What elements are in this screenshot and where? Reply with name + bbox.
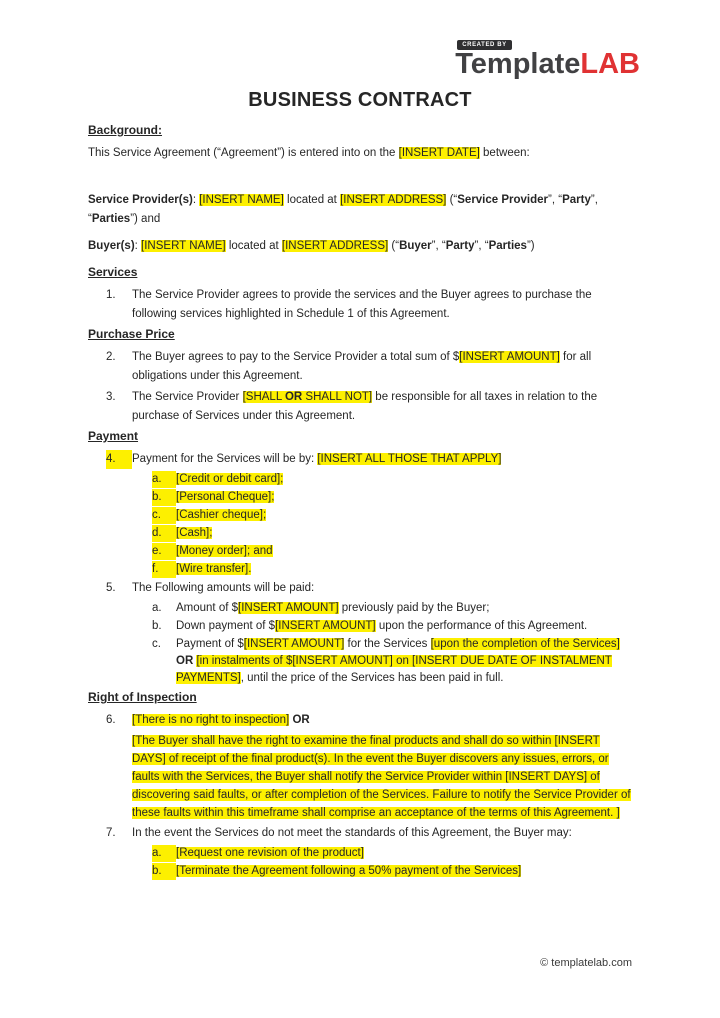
text-segment: ”, “ [88, 194, 598, 225]
text-segment: Down payment of $ [176, 620, 276, 632]
paragraph [88, 144, 632, 163]
list-item [88, 824, 632, 843]
list-item [88, 286, 632, 324]
document-area [88, 88, 632, 881]
highlighted-text: [Cash]; [176, 527, 213, 539]
highlighted-text: [Wire transfer]. [176, 563, 252, 575]
list-item-continuation [132, 732, 632, 822]
sub-item-letter: b. [152, 863, 176, 880]
item-text [176, 618, 632, 635]
text-segment: Service Provider(s) [88, 194, 193, 206]
text-segment: Party [562, 194, 591, 206]
list-item [88, 388, 632, 426]
text-segment: ”, “ [474, 240, 489, 252]
highlighted-text: [Cashier cheque]; [176, 509, 267, 521]
item-number: 1. [106, 289, 116, 301]
text-segment: Parties [488, 240, 527, 252]
text-segment: ”, “ [431, 240, 446, 252]
section-heading: Right of Inspection [88, 690, 197, 704]
text-segment: OR [292, 714, 310, 726]
highlighted-text: [INSERT AMOUNT] [459, 351, 560, 363]
text-segment: previously paid by the Buyer; [338, 602, 490, 614]
text-segment: for all obligations under this Agreement. [132, 351, 592, 382]
paragraph [88, 191, 632, 229]
section-heading: Services [88, 265, 138, 279]
text-segment: (“ [388, 240, 400, 252]
highlighted-text: OR [284, 391, 303, 403]
item-text [176, 863, 632, 880]
item-number: 3. [106, 391, 116, 403]
highlighted-text: [INSERT AMOUNT] [238, 602, 339, 614]
item-text [176, 471, 632, 488]
highlighted-text: [INSERT ALL THOSE THAT APPLY] [317, 453, 502, 465]
text-segment: Service Provider [457, 194, 549, 206]
highlighted-text: [INSERT AMOUNT] [243, 638, 345, 650]
item-text [132, 711, 632, 730]
item-number: 2. [106, 351, 116, 363]
brand-accent: LAB [580, 48, 640, 80]
item-text [132, 824, 632, 843]
section-heading: Background: [88, 123, 163, 137]
item-text [132, 450, 632, 469]
highlighted-text: [Request one revision of the product] [176, 847, 364, 859]
text-segment: located at [283, 194, 341, 206]
text-segment: ”, “ [548, 194, 563, 206]
text-segment: The Service Provider agrees to provide the services and the Buyer agrees to purchase the following services highlighted in Schedule 1 of this Agreement. [132, 289, 592, 320]
item-text [176, 525, 632, 542]
text-segment: Buyer [399, 240, 432, 252]
text-segment: Amount of $ [176, 602, 239, 614]
highlighted-text: [Money order]; and [176, 545, 273, 557]
sub-list-item [88, 543, 632, 560]
sub-item-letter: d. [152, 525, 176, 542]
text-segment: , until the price of the Services has been paid in full. [240, 672, 504, 684]
text-segment: OR [176, 655, 194, 667]
spacer [88, 171, 632, 191]
footer-copyright: © templatelab.com [540, 957, 632, 969]
item-text [176, 561, 632, 578]
highlighted-text: [Personal Cheque]; [176, 491, 275, 503]
text-segment: : [192, 194, 200, 206]
item-text [176, 600, 632, 617]
sub-item-letter: a. [152, 602, 162, 614]
item-text [176, 636, 632, 687]
sub-list-item [88, 600, 632, 617]
logo [455, 33, 640, 79]
text-segment: be responsible for all taxes in relation to the purchase of Services under this Agreement. [132, 391, 598, 422]
text-segment: The Following amounts will be paid: [132, 582, 315, 594]
item-text [176, 489, 632, 506]
paragraph [88, 237, 632, 256]
text-segment: Buyer(s) [88, 240, 135, 252]
sub-item-letter: b. [152, 489, 176, 506]
item-number: 7. [106, 827, 116, 839]
item-text [132, 388, 632, 426]
text-segment: The Service Provider [132, 391, 243, 403]
list-item [88, 348, 632, 386]
item-text [176, 845, 632, 862]
item-text [132, 286, 632, 324]
sub-item-letter: a. [152, 845, 176, 862]
item-number: 4. [106, 450, 132, 469]
highlighted-text: [Terminate the Agreement following a 50% payment of the Services] [176, 865, 522, 877]
highlighted-text: [INSERT NAME] [141, 240, 226, 252]
sub-list-item [88, 471, 632, 488]
sub-list-item [88, 636, 632, 687]
text-segment: : [134, 240, 142, 252]
sub-list-item [88, 507, 632, 524]
list-item [88, 579, 632, 598]
page-title: BUSINESS CONTRACT [248, 89, 472, 111]
list-item [88, 450, 632, 469]
item-number: 5. [106, 582, 116, 594]
logo-created-by-badge: CREATED BY [457, 40, 512, 50]
highlighted-text: [INSERT NAME] [199, 194, 284, 206]
sub-item-letter: e. [152, 543, 176, 560]
item-text [132, 348, 632, 386]
text-segment: (“ [446, 194, 458, 206]
item-text [176, 543, 632, 560]
sub-list-item [88, 845, 632, 862]
text-segment: Payment for the Services will be by: [132, 453, 318, 465]
sub-list-item [88, 561, 632, 578]
item-text [176, 507, 632, 524]
sub-item-letter: f. [152, 561, 176, 578]
highlighted-text: SHALL NOT] [302, 391, 373, 403]
sub-list-item [88, 525, 632, 542]
sub-list-item [88, 489, 632, 506]
highlighted-text: [There is no right to inspection] [132, 714, 290, 726]
document-body [88, 122, 632, 880]
text-segment: ”) [526, 240, 535, 252]
text-segment: Party [445, 240, 475, 252]
text-segment: ”) and [130, 213, 161, 225]
section-heading: Purchase Price [88, 327, 175, 341]
text-segment: This Service Agreement (“Agreement”) is entered into on the [88, 147, 399, 159]
text-segment: The Buyer agrees to pay to the Service Provider a total sum of $ [132, 351, 460, 363]
sub-list-item [88, 863, 632, 880]
brand-primary: Template [455, 48, 581, 80]
list-item [88, 711, 632, 730]
highlighted-text: [Credit or debit card]; [176, 473, 284, 485]
highlighted-text: [in instalments of $[INSERT AMOUNT] on [INSERT DUE DATE OF INSTALMENT PAYMENTS] [176, 655, 612, 684]
highlighted-text: [The Buyer shall have the right to examine the final products and shall do so within [INSERT DAYS] of receipt of the final product(s). In the event the Buyer discovers any issues, errors, or faults with the Services, the Buyer shall notify the Service Provider within [INSERT DAYS] of discovering said faults, or after completion of the Services. Failure to notify the Service Provider of these faults within this timeframe shall comprise an acceptance of the terms of this Agreement. ] [132, 735, 631, 819]
text-segment: for the Services [344, 638, 431, 650]
text-segment: Payment of $ [176, 638, 244, 650]
highlighted-text: [INSERT AMOUNT] [275, 620, 376, 632]
highlighted-text: [INSERT ADDRESS] [340, 194, 447, 206]
item-text [132, 579, 632, 598]
highlighted-text: [INSERT ADDRESS] [281, 240, 389, 252]
sub-item-letter: b. [152, 620, 162, 632]
section-heading: Payment [88, 429, 139, 443]
highlighted-text: [INSERT DATE] [398, 147, 480, 159]
text-segment: between: [479, 147, 530, 159]
item-number: 6. [106, 714, 116, 726]
sub-item-letter: c. [152, 507, 176, 524]
sub-item-letter: a. [152, 471, 176, 488]
text-segment: Parties [91, 213, 131, 225]
sub-item-letter: c. [152, 638, 161, 650]
sub-list-item [88, 618, 632, 635]
text-segment: In the event the Services do not meet the standards of this Agreement, the Buyer may: [132, 827, 572, 839]
highlighted-text: [SHALL [242, 391, 285, 403]
highlighted-text: [upon the completion of the Services] [430, 638, 620, 650]
text-segment: located at [225, 240, 282, 252]
text-segment: upon the performance of this Agreement. [375, 620, 588, 632]
brand-text [455, 50, 640, 79]
